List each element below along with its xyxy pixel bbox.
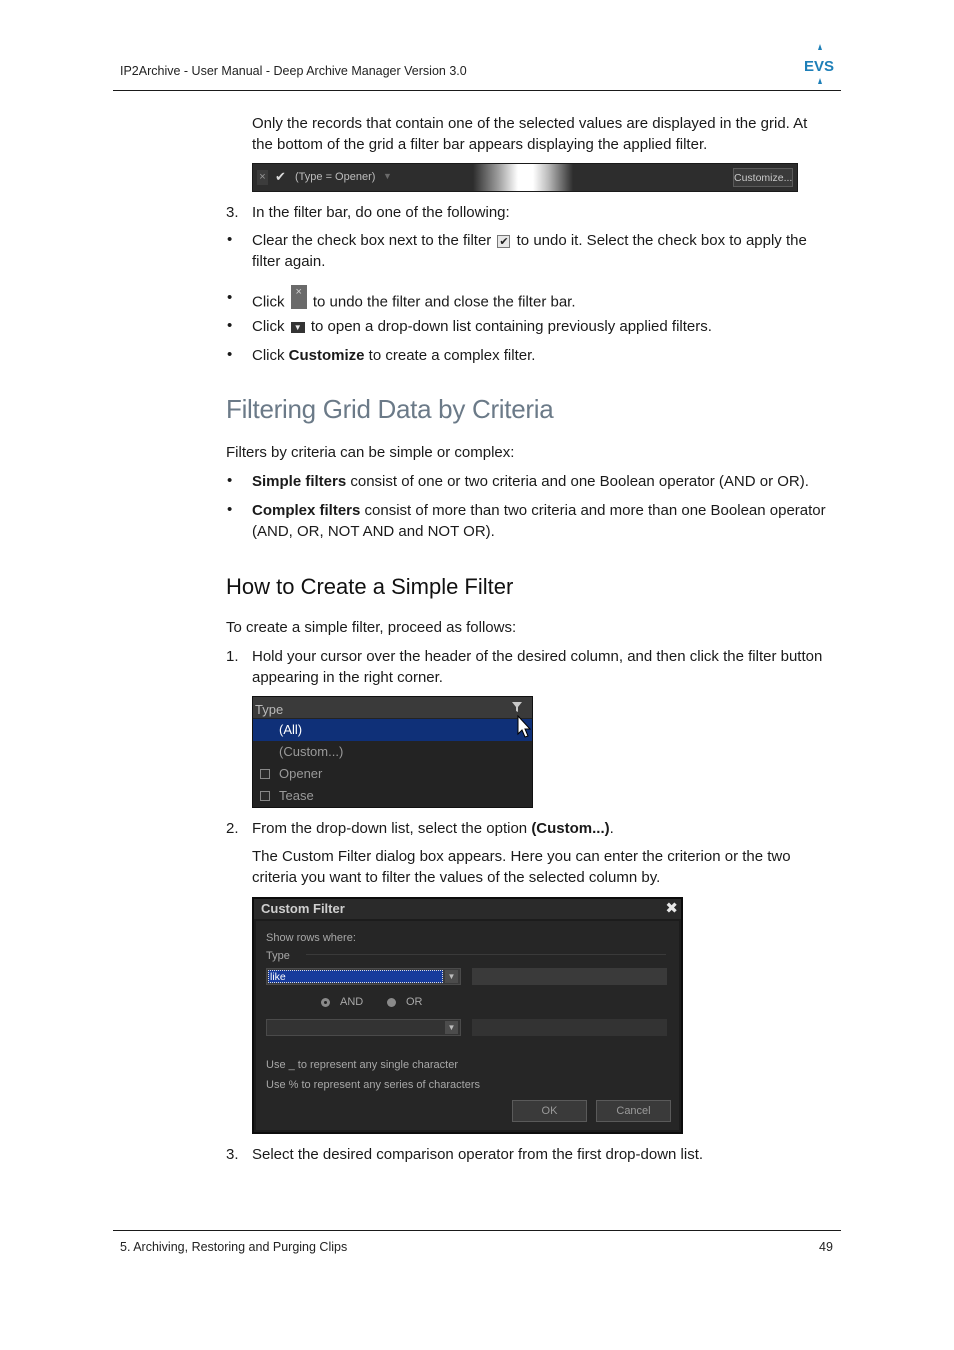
dropdown-option[interactable] — [253, 741, 532, 763]
bullet-text: Clear the check box next to the filter — [252, 232, 492, 249]
dropdown-arrow-icon: ▼ — [291, 322, 305, 333]
step-text — [252, 819, 614, 840]
close-icon[interactable]: × — [257, 170, 268, 185]
bullet-text: to undo the filter and close the filter bar. — [308, 293, 576, 311]
bullet-text: consist of one or two criteria and one Boolean operator (AND or OR). — [346, 473, 809, 490]
or-label: OR — [406, 996, 423, 1008]
step-line: Hold your cursor over the header of the desired column, and then click the filter button — [252, 648, 823, 665]
operator1-value: like — [268, 970, 443, 983]
step-number: 3. — [226, 1146, 239, 1163]
footer-chapter: 5. Archiving, Restoring and Purging Clips — [120, 1240, 348, 1254]
step-description — [252, 847, 842, 888]
bullet-text: Click — [252, 347, 289, 364]
bullet-item — [252, 286, 576, 313]
bullet-item — [252, 317, 712, 338]
header-rule — [113, 90, 841, 91]
step-number: 3. — [226, 204, 239, 221]
column-header[interactable] — [253, 697, 532, 718]
bullet-item — [252, 231, 837, 272]
column-name-label: Type — [266, 950, 290, 962]
step-line: criteria you want to filter the values of the selected column by. — [252, 868, 661, 886]
close-icon: × — [291, 285, 307, 309]
checkbox-checked-icon[interactable]: ✔ — [275, 169, 286, 184]
ok-button[interactable]: OK — [512, 1100, 587, 1122]
evs-logo — [803, 44, 837, 84]
step-number: 1. — [226, 648, 239, 665]
image-fade — [473, 164, 573, 191]
bullet-bold: Complex filters — [252, 502, 361, 519]
dropdown-option[interactable] — [253, 763, 532, 785]
filter-expression: (Type = Opener) — [295, 171, 376, 183]
bullet: • — [227, 346, 233, 363]
step-line: appearing in the right corner. — [252, 668, 443, 686]
step-line: The Custom Filter dialog box appears. Here you can enter the criterion or the two — [252, 848, 791, 865]
type-filter-dropdown-image — [252, 696, 533, 808]
or-radio[interactable] — [387, 998, 396, 1007]
value1-input[interactable] — [472, 968, 667, 985]
step-text — [252, 647, 842, 688]
bullet: • — [227, 289, 233, 306]
dropdown-option[interactable] — [253, 719, 532, 741]
subsection-intro: To create a simple filter, proceed as follows: — [226, 619, 517, 636]
bullet-text: (AND, OR, NOT AND and NOT OR). — [252, 522, 495, 540]
bullet: • — [227, 501, 233, 518]
mouse-pointer-icon — [517, 715, 531, 739]
step-text: Select the desired comparison operator from the first drop-down list. — [252, 1146, 704, 1163]
step-number: 2. — [226, 820, 239, 837]
step-line: . — [609, 820, 614, 837]
bullet-text: filter again. — [252, 252, 326, 270]
bullet-text: to create a complex filter. — [364, 347, 536, 364]
bullet-text: consist of more than two criteria and more than one Boolean operator — [360, 502, 826, 519]
chevron-down-icon[interactable]: ▼ — [445, 1021, 458, 1034]
option-label: Tease — [279, 788, 314, 803]
bullet-text: to open a drop-down list containing previously applied filters. — [306, 318, 712, 335]
footer-rule — [113, 1230, 841, 1231]
checkbox[interactable] — [260, 791, 270, 801]
page-number: 49 — [819, 1240, 833, 1254]
bullet-item — [252, 472, 809, 493]
intro-paragraph: Only the records that contain one of the selected values are displayed in the grid. At the bottom of the grid a filter bar appears displaying the applied filter. — [252, 115, 808, 153]
cancel-button[interactable]: Cancel — [596, 1100, 671, 1122]
hint-single-char: Use _ to represent any single character — [266, 1059, 458, 1071]
bullet: • — [227, 231, 233, 248]
close-icon[interactable]: ✖ — [665, 900, 678, 917]
dialog-title: Custom Filter — [254, 899, 681, 919]
operator1-select[interactable] — [266, 968, 461, 985]
custom-filter-dialog-image — [252, 897, 683, 1134]
bullet-item — [252, 346, 535, 367]
dropdown-option[interactable] — [253, 785, 532, 807]
and-radio[interactable] — [321, 998, 330, 1007]
chevron-down-icon[interactable]: ▼ — [445, 970, 458, 983]
show-rows-label: Show rows where: — [266, 932, 356, 944]
checkbox-checked-icon: ✔ — [499, 235, 509, 248]
header-title: IP2Archive - User Manual - Deep Archive Manager Version 3.0 — [120, 64, 467, 78]
checkbox[interactable] — [260, 769, 270, 779]
dialog-body — [256, 921, 679, 1130]
option-label: (All) — [279, 722, 303, 737]
step-bold: (Custom...) — [531, 820, 610, 837]
bullet: • — [227, 472, 233, 489]
bullet-bold: Customize — [288, 347, 365, 364]
hint-series-chars: Use % to represent any series of characters — [266, 1079, 480, 1091]
bullet-text: to undo it. Select the check box to apply the — [512, 232, 807, 249]
separator — [306, 954, 666, 955]
filter-bar-image — [252, 163, 798, 192]
section-intro: Filters by criteria can be simple or complex: — [226, 444, 515, 461]
bullet-text: Click — [252, 318, 285, 335]
bullet-item — [252, 501, 842, 542]
svg-text:EVS: EVS — [804, 58, 835, 75]
subsection-title: How to Create a Simple Filter — [226, 574, 514, 599]
section-title: Filtering Grid Data by Criteria — [226, 394, 554, 424]
option-label: Opener — [279, 766, 323, 781]
dropdown-arrow-icon[interactable]: ▼ — [383, 171, 392, 181]
operator2-select[interactable] — [266, 1019, 461, 1036]
customize-button[interactable]: Customize... — [733, 168, 793, 187]
step-text: In the filter bar, do one of the following: — [252, 204, 510, 221]
step-line: From the drop-down list, select the option — [252, 820, 532, 837]
option-label: (Custom...) — [279, 744, 344, 759]
filter-funnel-icon[interactable] — [512, 702, 522, 712]
bullet: • — [227, 317, 233, 334]
column-header-label: Type — [255, 702, 284, 717]
bullet-text: Click — [252, 293, 285, 311]
bullet-bold: Simple filters — [252, 473, 347, 490]
value2-input[interactable] — [472, 1019, 667, 1036]
and-label: AND — [340, 996, 364, 1008]
